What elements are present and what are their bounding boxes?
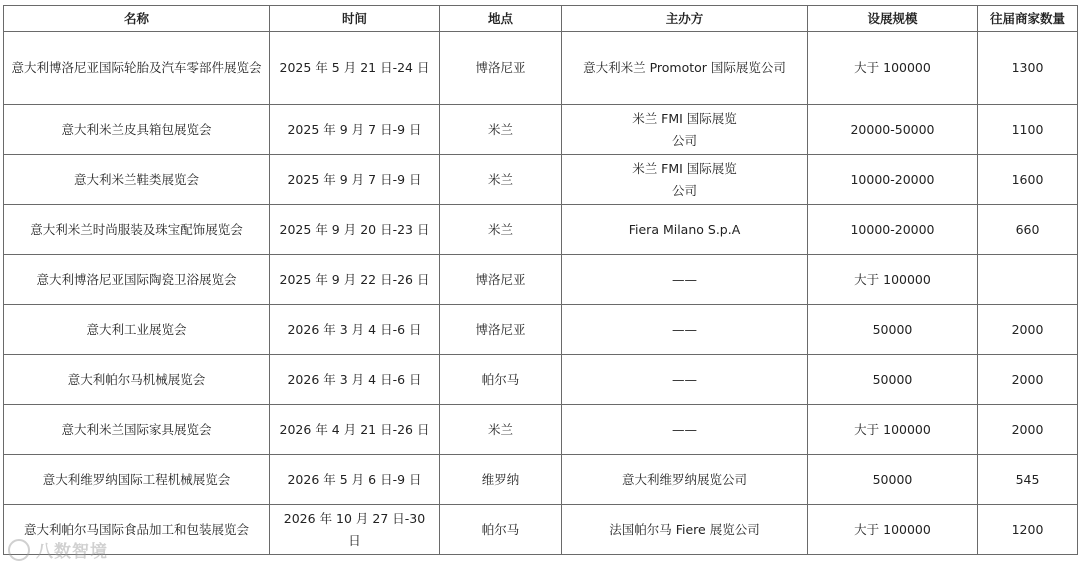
cell-exhibitors: 1100 xyxy=(978,105,1078,155)
table-row xyxy=(4,305,1078,355)
cell-organizer: 意大利米兰 Promotor 国际展览公司 xyxy=(562,32,808,105)
cell-location: 博洛尼亚 xyxy=(440,32,562,105)
header-row xyxy=(4,6,1078,32)
cell-name: 意大利博洛尼亚国际轮胎及汽车零部件展览会 xyxy=(4,32,270,105)
table-row xyxy=(4,405,1078,455)
cell-scale: 50000 xyxy=(808,305,978,355)
cell-scale: 50000 xyxy=(808,455,978,505)
cell-organizer: 意大利维罗纳展览公司 xyxy=(562,455,808,505)
cell-exhibitors: 2000 xyxy=(978,405,1078,455)
header-time: 时间 xyxy=(270,6,440,32)
cell-exhibitors: 1200 xyxy=(978,505,1078,555)
cell-exhibitors: 2000 xyxy=(978,305,1078,355)
cell-name: 意大利米兰国际家具展览会 xyxy=(4,405,270,455)
table-row xyxy=(4,155,1078,205)
cell-time: 2025 年 5 月 21 日-24 日 xyxy=(270,32,440,105)
cell-scale: 大于 100000 xyxy=(808,32,978,105)
table-row xyxy=(4,455,1078,505)
cell-name: 意大利维罗纳国际工程机械展览会 xyxy=(4,455,270,505)
cell-scale: 10000-20000 xyxy=(808,205,978,255)
cell-organizer: —— xyxy=(562,255,808,305)
exhibition-table xyxy=(3,5,1078,555)
cell-time: 2025 年 9 月 20 日-23 日 xyxy=(270,205,440,255)
cell-name: 意大利博洛尼亚国际陶瓷卫浴展览会 xyxy=(4,255,270,305)
cell-exhibitors: 1300 xyxy=(978,32,1078,105)
cell-exhibitors: 545 xyxy=(978,455,1078,505)
cell-time: 2026 年 3 月 4 日-6 日 xyxy=(270,305,440,355)
table-row xyxy=(4,355,1078,405)
cell-time: 2025 年 9 月 7 日-9 日 xyxy=(270,155,440,205)
cell-organizer: 米兰 FMI 国际展览公司 xyxy=(562,105,808,155)
cell-organizer: —— xyxy=(562,405,808,455)
cell-name: 意大利米兰时尚服装及珠宝配饰展览会 xyxy=(4,205,270,255)
table-row xyxy=(4,205,1078,255)
cell-exhibitors: 660 xyxy=(978,205,1078,255)
table-row xyxy=(4,505,1078,555)
cell-location: 维罗纳 xyxy=(440,455,562,505)
cell-time: 2026 年 5 月 6 日-9 日 xyxy=(270,455,440,505)
header-scale: 设展规模 xyxy=(808,6,978,32)
cell-scale: 50000 xyxy=(808,355,978,405)
header-organizer: 主办方 xyxy=(562,6,808,32)
cell-location: 博洛尼亚 xyxy=(440,305,562,355)
cell-location: 米兰 xyxy=(440,155,562,205)
cell-organizer: —— xyxy=(562,355,808,405)
cell-location: 帕尔马 xyxy=(440,505,562,555)
cell-organizer: Fiera Milano S.p.A xyxy=(562,205,808,255)
cell-name: 意大利帕尔马国际食品加工和包装展览会 xyxy=(4,505,270,555)
cell-location: 米兰 xyxy=(440,205,562,255)
table-row xyxy=(4,105,1078,155)
cell-time: 2025 年 9 月 7 日-9 日 xyxy=(270,105,440,155)
cell-exhibitors: 1600 xyxy=(978,155,1078,205)
cell-name: 意大利工业展览会 xyxy=(4,305,270,355)
cell-organizer: 法国帕尔马 Fiere 展览公司 xyxy=(562,505,808,555)
cell-time: 2026 年 10 月 27 日-30 日 xyxy=(270,505,440,555)
cell-time: 2025 年 9 月 22 日-26 日 xyxy=(270,255,440,305)
cell-name: 意大利帕尔马机械展览会 xyxy=(4,355,270,405)
cell-location: 米兰 xyxy=(440,105,562,155)
cell-name: 意大利米兰皮具箱包展览会 xyxy=(4,105,270,155)
cell-scale: 大于 100000 xyxy=(808,405,978,455)
cell-scale: 10000-20000 xyxy=(808,155,978,205)
cell-time: 2026 年 4 月 21 日-26 日 xyxy=(270,405,440,455)
cell-location: 博洛尼亚 xyxy=(440,255,562,305)
table-row xyxy=(4,255,1078,305)
cell-organizer: 米兰 FMI 国际展览公司 xyxy=(562,155,808,205)
table-row xyxy=(4,32,1078,105)
watermark-text: 八数智境 xyxy=(36,542,108,562)
cell-location: 帕尔马 xyxy=(440,355,562,405)
cell-exhibitors: 2000 xyxy=(978,355,1078,405)
cell-scale: 20000-50000 xyxy=(808,105,978,155)
header-location: 地点 xyxy=(440,6,562,32)
cell-time: 2026 年 3 月 4 日-6 日 xyxy=(270,355,440,405)
cell-scale: 大于 100000 xyxy=(808,255,978,305)
cell-exhibitors xyxy=(978,255,1078,305)
header-name: 名称 xyxy=(4,6,270,32)
cell-scale: 大于 100000 xyxy=(808,505,978,555)
cell-name: 意大利米兰鞋类展览会 xyxy=(4,155,270,205)
cell-organizer: —— xyxy=(562,305,808,355)
cell-location: 米兰 xyxy=(440,405,562,455)
header-exhibitors: 往届商家数量 xyxy=(978,6,1078,32)
